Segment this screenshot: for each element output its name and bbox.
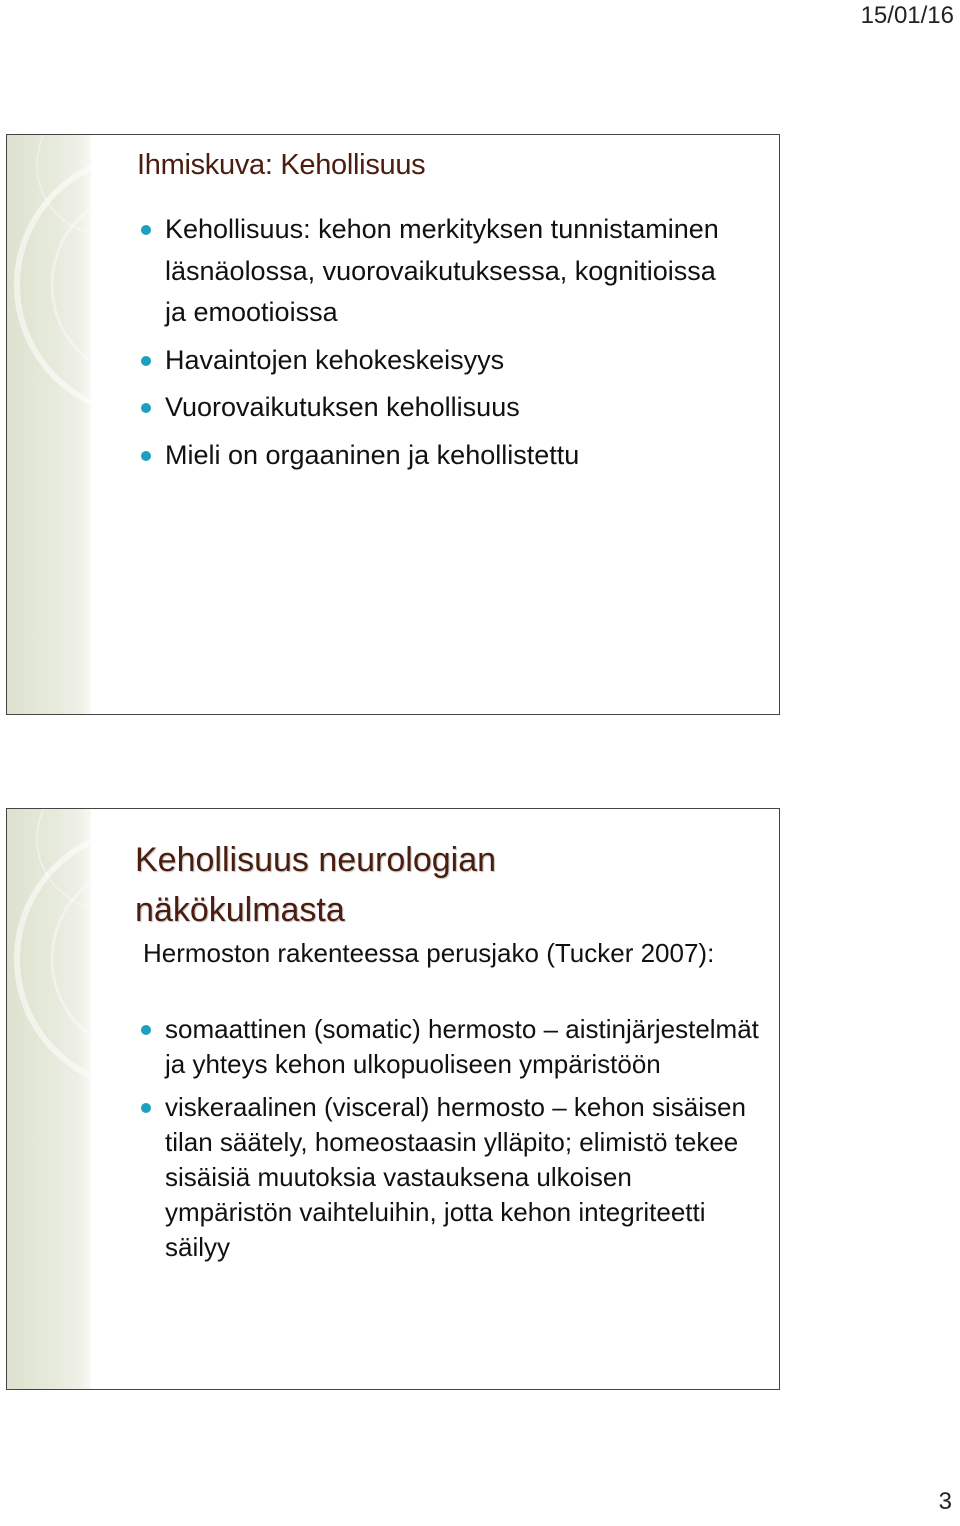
- slide-2: [6, 808, 780, 1390]
- bullet-text: Vuorovaikutuksen kehollisuus: [165, 392, 520, 422]
- header-date: 15/01/16: [860, 2, 954, 29]
- slide-1: [6, 134, 780, 715]
- bullet-list: [141, 1012, 761, 1273]
- bullet-text: Havaintojen kehokeskeisyys: [165, 344, 505, 375]
- bullet-text: Mieli on orgaaninen ja kehollistettu: [165, 439, 580, 470]
- intro-text: Hermoston rakenteessa perusjako (Tucker 2007):: [143, 938, 715, 968]
- bullet-list: [141, 209, 741, 482]
- bullet-text: Kehollisuus: kehon merkityksen tunnistaminen läsnäolossa, vuorovaikutuksessa, kognitioissa ja emootioissa: [165, 214, 719, 327]
- bullet-icon: [141, 403, 151, 413]
- slide-title: Ihmiskuva: Kehollisuus: [137, 149, 426, 181]
- list-item: [141, 1090, 761, 1265]
- bullet-icon: [141, 1103, 151, 1113]
- bullet-icon: [141, 1025, 151, 1035]
- bullet-text: somaattinen (somatic) hermosto – aistinjärjestelmät ja yhteys kehon ulkopuoliseen ympäristöön: [165, 1014, 759, 1079]
- list-item: [141, 435, 741, 477]
- bullet-icon: [141, 356, 151, 366]
- list-item: [141, 387, 741, 429]
- bullet-icon: [141, 225, 151, 235]
- bullet-text: viskeraalinen (visceral) hermosto – kehon sisäisen tilan säätely, homeostaasin ylläpito; elimistö tekee sisäisiä muutoksia vastauksena ulkoisen ympäristön vaihteluihin, jotta kehon integriteetti säilyy: [165, 1092, 746, 1262]
- bullet-icon: [141, 451, 151, 461]
- slide-title: Kehollisuus neurologian näkökulmasta: [135, 841, 497, 929]
- page-number: 3: [938, 1488, 952, 1515]
- list-item: [141, 209, 741, 334]
- list-item: [141, 1012, 761, 1082]
- list-item: [141, 340, 741, 382]
